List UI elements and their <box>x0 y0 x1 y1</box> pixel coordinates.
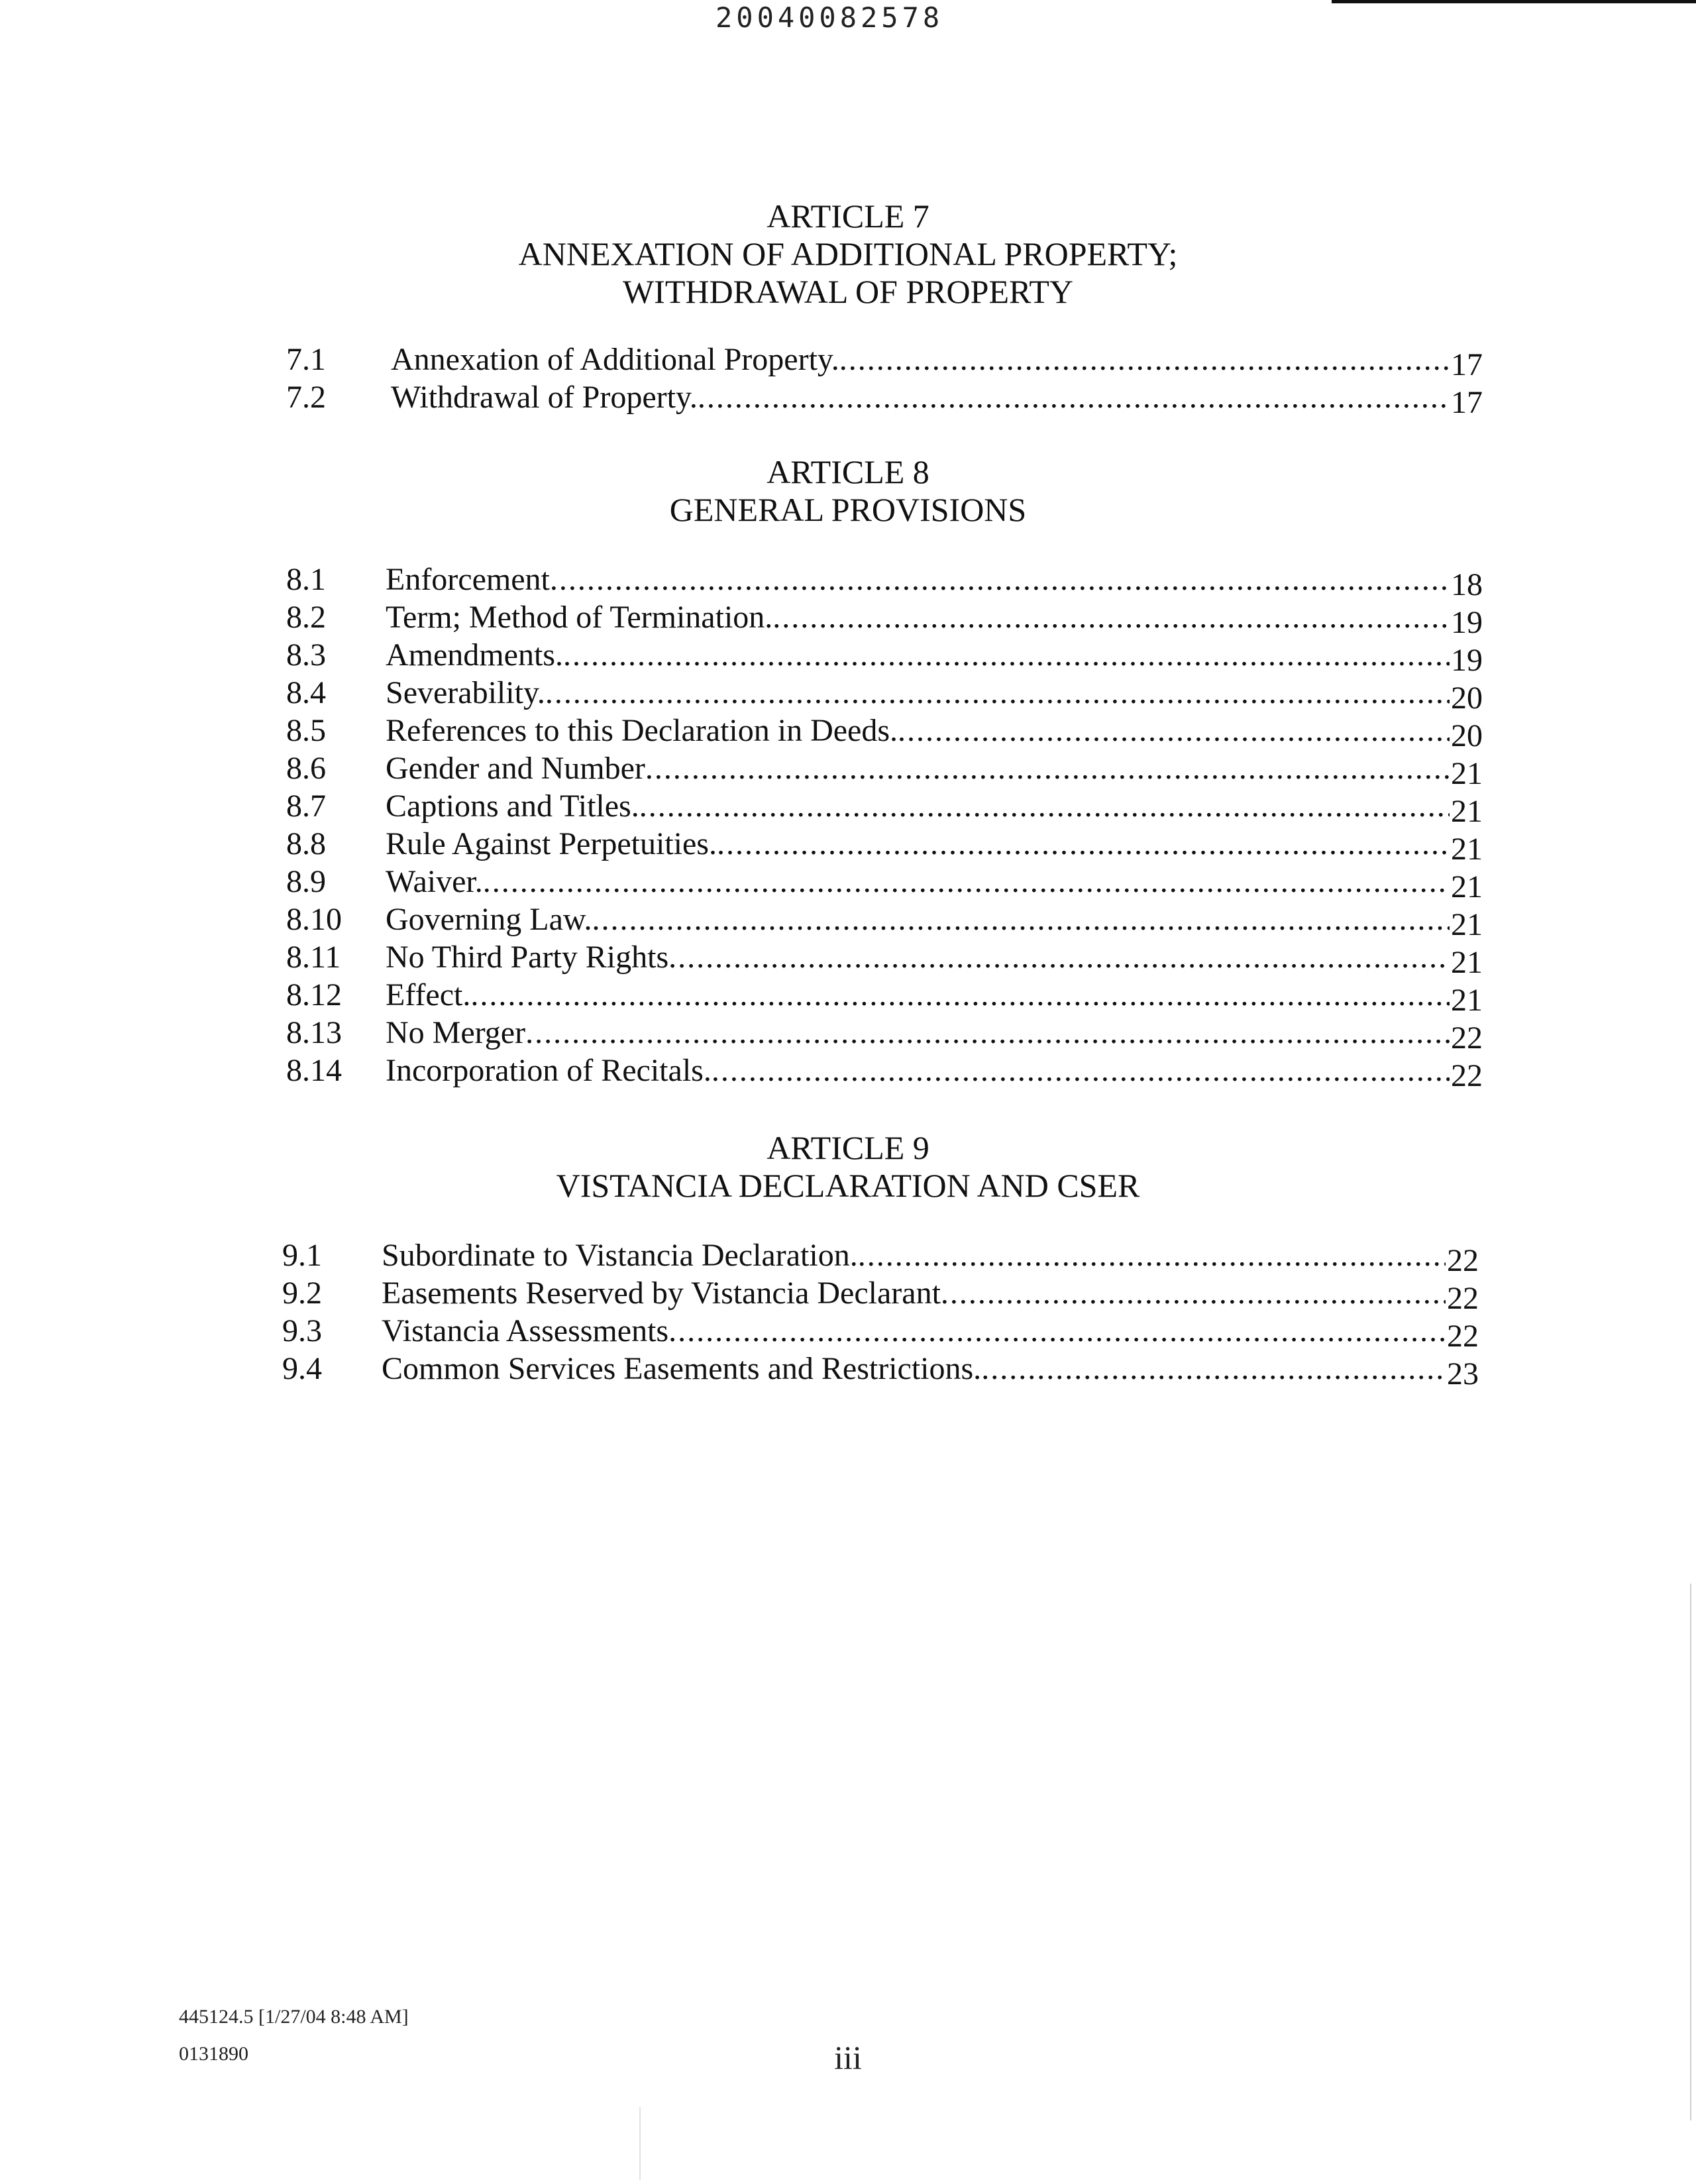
section-title: Vistancia Assessments <box>382 1313 669 1348</box>
section-title: Subordinate to Vistancia Declaration. <box>382 1238 858 1273</box>
dot-leader <box>898 712 1450 750</box>
section-title: Rule Against Perpetuities. <box>386 826 717 861</box>
toc-entry[interactable] <box>286 787 1483 826</box>
section-title: Incorporation of Recitals. <box>386 1053 712 1088</box>
section-number: 8.9 <box>286 864 326 899</box>
section-number: 8.13 <box>286 1015 342 1050</box>
article-title-line: GENERAL PROVISIONS <box>669 491 1027 528</box>
article-label: ARTICLE 8 <box>767 453 929 490</box>
dot-leader <box>941 1274 1446 1313</box>
section-number: 8.11 <box>286 940 341 975</box>
toc-entry[interactable] <box>282 1236 1479 1275</box>
top-rule-line <box>1332 0 1696 3</box>
toc-entry[interactable] <box>286 976 1483 1014</box>
page-reference: 22 <box>1451 1020 1483 1052</box>
toc-entry[interactable] <box>286 938 1483 977</box>
document-code: 445124.5 [1/27/04 8:48 AM] <box>179 2006 409 2028</box>
section-number: 8.6 <box>286 751 326 786</box>
dot-leader <box>525 1014 1450 1052</box>
section-title: No Merger <box>386 1015 526 1050</box>
section-title: References to this Declaration in Deeds. <box>386 713 898 748</box>
section-title: Withdrawal of Property. <box>391 380 698 415</box>
toc-entry[interactable] <box>286 749 1483 788</box>
section-number: 8.5 <box>286 713 326 748</box>
section-title: Waiver. <box>386 864 483 899</box>
toc-entry[interactable] <box>286 712 1483 750</box>
section-number: 9.2 <box>282 1276 322 1311</box>
section-number: 9.1 <box>282 1238 322 1273</box>
section-number: 8.14 <box>286 1053 342 1088</box>
page-reference: 22 <box>1451 1058 1483 1090</box>
article-title-line: ANNEXATION OF ADDITIONAL PROPERTY; <box>518 235 1178 272</box>
toc-entry[interactable] <box>286 901 1483 939</box>
section-number: 8.12 <box>286 977 342 1012</box>
toc-entry[interactable] <box>286 863 1483 901</box>
dot-leader <box>470 976 1450 1014</box>
dot-leader <box>545 674 1450 712</box>
dot-leader <box>483 863 1450 901</box>
section-title: Severability. <box>386 675 545 710</box>
toc-entry[interactable] <box>286 378 1483 417</box>
dot-leader <box>550 561 1450 599</box>
toc-entry[interactable] <box>286 561 1483 599</box>
dot-leader <box>712 1052 1450 1090</box>
article-label: ARTICLE 9 <box>767 1129 929 1166</box>
dot-leader <box>668 938 1450 977</box>
section-title: Enforcement <box>386 562 550 597</box>
toc-entry[interactable] <box>282 1350 1479 1388</box>
dot-leader <box>839 341 1450 379</box>
section-title: Effect. <box>386 977 471 1012</box>
toc-entry[interactable] <box>282 1274 1479 1313</box>
section-title: Term; Method of Termination. <box>386 600 773 635</box>
section-number: 8.3 <box>286 637 326 673</box>
page-number: iii <box>834 2039 862 2076</box>
section-number: 8.7 <box>286 789 326 824</box>
page-reference: 20 <box>1451 718 1483 750</box>
section-title: Common Services Easements and Restrictions. <box>382 1351 982 1386</box>
article-8-heading <box>0 453 1696 529</box>
scan-artifact-line <box>639 2107 641 2180</box>
section-title: Gender and Number <box>386 751 645 786</box>
section-title: Amendments. <box>386 637 563 673</box>
dot-leader <box>639 787 1450 826</box>
dot-leader <box>645 749 1450 788</box>
page-reference: 21 <box>1451 869 1483 901</box>
dot-leader <box>592 901 1450 939</box>
dot-leader <box>858 1236 1446 1275</box>
section-title: Captions and Titles. <box>386 789 639 824</box>
section-number: 9.3 <box>282 1313 322 1348</box>
article-7-heading <box>0 197 1696 311</box>
page-reference: 22 <box>1447 1281 1479 1313</box>
article-9-heading <box>0 1129 1696 1205</box>
toc-entry[interactable] <box>286 598 1483 637</box>
dot-leader <box>698 378 1450 417</box>
client-code: 0131890 <box>179 2043 248 2065</box>
document-number: 20040082578 <box>716 1 944 34</box>
toc-entry[interactable] <box>282 1312 1479 1350</box>
page-reference: 22 <box>1447 1243 1479 1275</box>
toc-entry[interactable] <box>286 636 1483 675</box>
page-reference: 23 <box>1447 1356 1479 1388</box>
page-reference: 19 <box>1451 605 1483 637</box>
toc-entry[interactable] <box>286 1014 1483 1052</box>
page-reference: 21 <box>1451 832 1483 863</box>
dot-leader <box>981 1350 1446 1388</box>
page-reference: 22 <box>1447 1319 1479 1350</box>
section-number: 7.2 <box>286 380 326 415</box>
article-title-line: VISTANCIA DECLARATION AND CSER <box>556 1167 1140 1204</box>
section-number: 8.8 <box>286 826 326 861</box>
section-title: Governing Law. <box>386 902 592 937</box>
toc-entry[interactable] <box>286 341 1483 379</box>
section-number: 9.4 <box>282 1351 322 1386</box>
section-number: 7.1 <box>286 342 326 377</box>
article-label: ARTICLE 7 <box>767 197 929 235</box>
dot-leader <box>668 1312 1446 1350</box>
page-reference: 17 <box>1451 347 1483 379</box>
article-title-line: WITHDRAWAL OF PROPERTY <box>622 273 1074 310</box>
section-title: Annexation of Additional Property. <box>391 342 839 377</box>
page-reference: 17 <box>1451 385 1483 417</box>
section-number: 8.1 <box>286 562 326 597</box>
toc-entry[interactable] <box>286 674 1483 712</box>
page-reference: 21 <box>1451 794 1483 826</box>
page-reference: 21 <box>1451 983 1483 1014</box>
page-reference: 21 <box>1451 756 1483 788</box>
page-reference: 19 <box>1451 643 1483 675</box>
section-number: 8.10 <box>286 902 342 937</box>
section-title: No Third Party Rights <box>386 940 669 975</box>
section-title: Easements Reserved by Vistancia Declarant <box>382 1276 941 1311</box>
page-reference: 21 <box>1451 945 1483 977</box>
dot-leader <box>772 598 1450 637</box>
toc-entry[interactable] <box>286 825 1483 863</box>
page-reference: 20 <box>1451 681 1483 712</box>
page-reference: 21 <box>1451 907 1483 939</box>
toc-entry[interactable] <box>286 1052 1483 1090</box>
page-reference: 18 <box>1451 567 1483 599</box>
dot-leader <box>717 825 1450 863</box>
section-number: 8.4 <box>286 675 326 710</box>
dot-leader <box>563 636 1450 675</box>
section-number: 8.2 <box>286 600 326 635</box>
